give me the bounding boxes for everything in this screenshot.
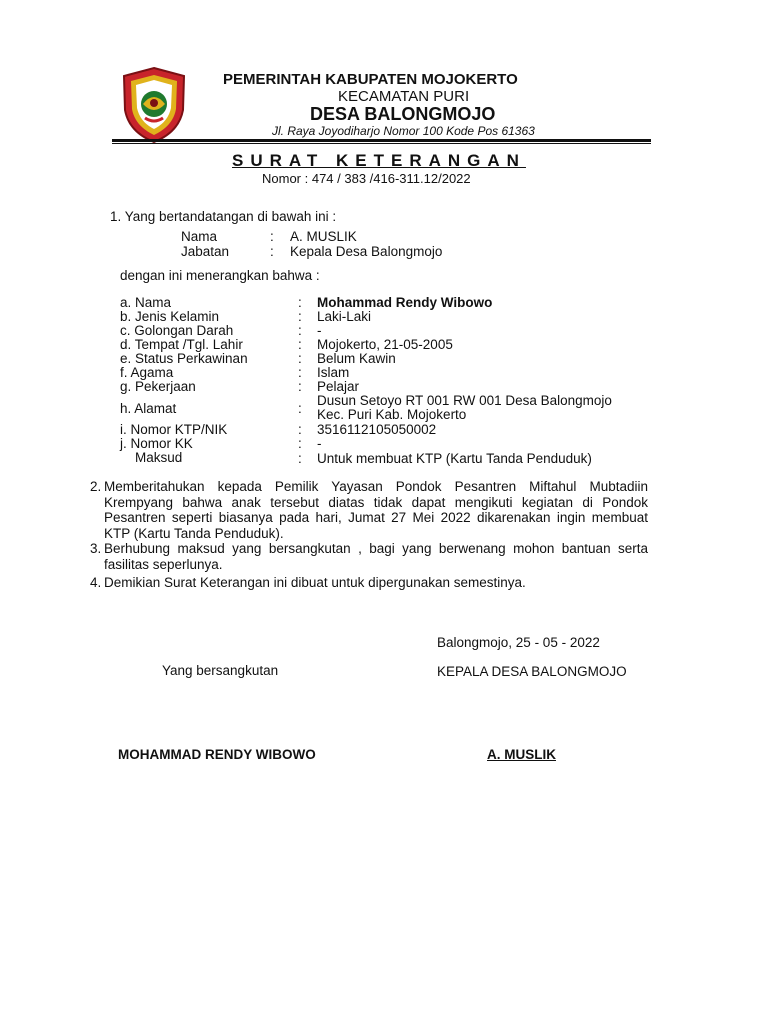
signer-name-label: Nama — [181, 229, 218, 244]
signer-name-colon: : — [270, 229, 274, 244]
signer-name-value: A. MUSLIK — [290, 229, 357, 244]
field-label-purpose: Maksud — [120, 450, 183, 465]
signer-position-label: Jabatan — [181, 244, 230, 259]
field-colon: : — [298, 365, 302, 380]
field-label-gender: b. Jenis Kelamin — [120, 309, 220, 324]
document-title: SURAT KETERANGAN — [232, 151, 526, 170]
field-value-address-line2: Kec. Puri Kab. Mojokerto — [317, 407, 467, 422]
header-government: PEMERINTAH KABUPATEN MOJOKERTO — [223, 71, 518, 88]
field-value-nik: 3516112105050002 — [317, 422, 437, 437]
field-label-blood-type: c. Golongan Darah — [120, 323, 234, 338]
field-value-purpose: Untuk membuat KTP (Kartu Tanda Penduduk) — [317, 451, 592, 466]
paragraph-number: 4. — [90, 575, 102, 590]
applicant-name: MOHAMMAD RENDY WIBOWO — [118, 747, 316, 762]
regency-emblem-icon — [121, 66, 187, 144]
field-label-address: h. Alamat — [120, 401, 177, 416]
field-value-address-line1: Dusun Setoyo RT 001 RW 001 Desa Balongmojo — [317, 393, 612, 408]
field-label-religion: f. Agama — [120, 365, 174, 380]
field-value-marital: Belum Kawin — [317, 351, 396, 366]
field-label-marital: e. Status Perkawinan — [120, 351, 248, 366]
signer-position-value: Kepala Desa Balongmojo — [290, 244, 443, 259]
paragraph-text: Demikian Surat Keterangan ini dibuat untuk dipergunakan semestinya. — [104, 575, 526, 590]
paragraph-2 — [90, 479, 648, 541]
field-value-religion: Islam — [317, 365, 350, 380]
field-value-birth: Mojokerto, 21-05-2005 — [317, 337, 453, 352]
field-colon: : — [298, 379, 302, 394]
paragraph-text: Memberitahukan kepada Pemilik Yayasan Pondok Pesantren Miftahul Mubtadiin Krempyang bahwa anak tersebut diatas tidak dapat mengikuti kegiatan di Pondok Pesantren seperti biasanya pada hari, Jumat 27 Mei 2022 dikarenakan ingin membuat KTP (Kartu Tanda Penduduk). — [104, 479, 648, 541]
field-value-kk: - — [317, 436, 322, 451]
field-colon: : — [298, 351, 302, 366]
place-date: Balongmojo, 25 - 05 - 2022 — [437, 635, 600, 650]
section-1-intro: 1. Yang bertandatangan di bawah ini : — [110, 209, 337, 224]
header-district: KECAMATAN PURI — [338, 88, 470, 105]
paragraph-4 — [90, 575, 648, 591]
header-address: Jl. Raya Joyodiharjo Nomor 100 Kode Pos 61363 — [272, 124, 535, 138]
field-colon: : — [298, 451, 302, 466]
field-value-gender: Laki-Laki — [317, 309, 372, 324]
paragraph-number: 3. — [90, 541, 102, 556]
field-value-blood-type: - — [317, 323, 322, 338]
signer-position-colon: : — [270, 244, 274, 259]
field-colon: : — [298, 337, 302, 352]
header-village: DESA BALONGMOJO — [310, 104, 496, 124]
field-label-occupation: g. Pekerjaan — [120, 379, 196, 394]
field-colon: : — [298, 309, 302, 324]
field-label-name: a. Nama — [120, 295, 172, 310]
header-divider-thick — [112, 139, 651, 142]
field-colon: : — [298, 436, 302, 451]
village-head-caption: KEPALA DESA BALONGMOJO — [437, 664, 627, 679]
header-divider-thin — [112, 143, 651, 144]
village-head-name: A. MUSLIK — [487, 747, 556, 762]
field-label-kk: j. Nomor KK — [120, 436, 193, 451]
field-value-name: Mohammad Rendy Wibowo — [317, 295, 493, 310]
field-colon: : — [298, 295, 302, 310]
field-label-nik: i. Nomor KTP/NIK — [120, 422, 228, 437]
paragraph-text: Berhubung maksud yang bersangkutan , bagi yang berwenang mohon bantuan serta fasilitas seperlunya. — [104, 541, 648, 572]
document-number: Nomor : 474 / 383 /416-311.12/2022 — [262, 171, 471, 186]
field-colon: : — [298, 401, 302, 416]
applicant-caption: Yang bersangkutan — [162, 663, 279, 678]
field-value-occupation: Pelajar — [317, 379, 360, 394]
paragraph-number: 2. — [90, 479, 102, 494]
field-label-birth: d. Tempat /Tgl. Lahir — [120, 337, 243, 352]
field-colon: : — [298, 422, 302, 437]
statement-text: dengan ini menerangkan bahwa : — [120, 268, 320, 283]
field-colon: : — [298, 323, 302, 338]
paragraph-3 — [90, 541, 648, 572]
